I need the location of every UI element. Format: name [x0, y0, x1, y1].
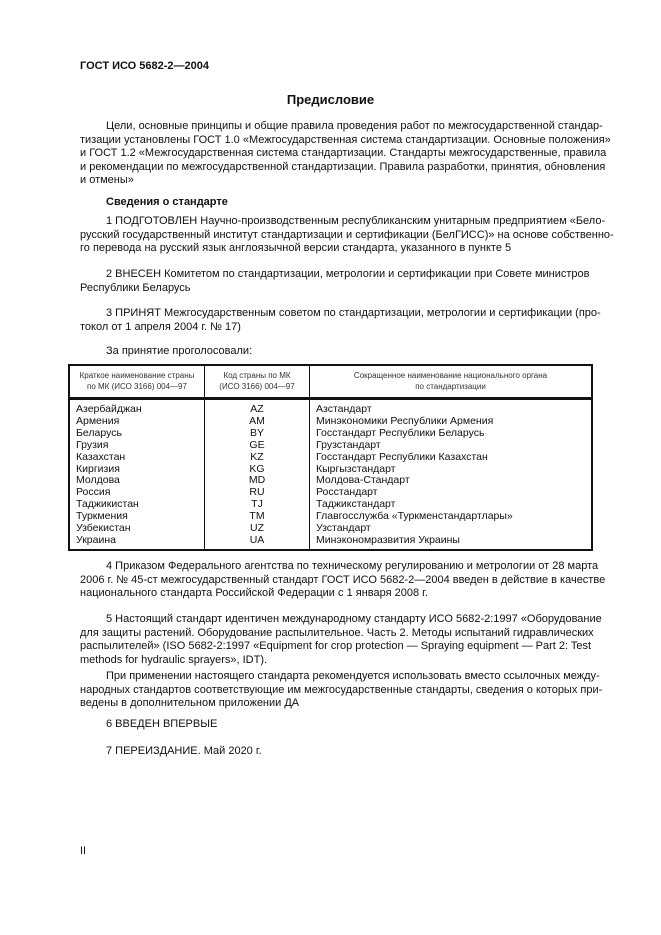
table-row [69, 399, 592, 416]
table-row [69, 452, 592, 464]
column-header [310, 365, 593, 399]
column-header-line: Сокращенное наименование национального органа [353, 371, 548, 380]
text-line: токол от 1 апреля 2004 г. № 17) [80, 320, 241, 333]
text-line: го перевода на русский язык англоязычной версии стандарта, указанного в пункте 5 [80, 242, 512, 255]
code-cell: RU [205, 487, 310, 499]
authority-cell: Таджикстандарт [310, 499, 593, 511]
text-line: 4 Приказом Федерального агентства по техническому регулированию и метрологии от 28 марта [106, 560, 599, 572]
item-5-note-paragraph [80, 670, 603, 711]
text-line: При применении настоящего стандарта рекомендуется использовать вместо ссылочных между- [106, 670, 600, 682]
code-cell: KZ [205, 452, 310, 464]
column-header-line: Краткое наименование страны [79, 371, 195, 380]
code-cell: UZ [205, 523, 310, 535]
item-1-paragraph [80, 215, 614, 256]
column-header [69, 365, 205, 399]
item-6-paragraph: 6 ВВЕДЕН ВПЕРВЫЕ [106, 718, 218, 730]
column-header-line: по стандартизации [415, 382, 486, 391]
code-cell: KG [205, 464, 310, 476]
authority-cell: Молдова-Стандарт [310, 475, 593, 487]
code-cell: AZ [205, 399, 310, 416]
authority-cell: Госстандарт Республики Беларусь [310, 428, 593, 440]
text-line: национального стандарта Российской Федерации с 1 января 2008 г. [80, 587, 428, 600]
text-line: Цели, основные принципы и общие правила проведения работ по межгосударственной стандар- [106, 120, 603, 132]
text-line: Республики Беларусь [80, 281, 191, 294]
country-cell: Грузия [69, 440, 205, 452]
voting-countries-table [68, 364, 593, 551]
authority-cell: Главгосслужба «Туркменстандартлары» [310, 511, 593, 523]
table-header-row [69, 365, 592, 399]
table-row [69, 428, 592, 440]
authority-cell: Минэкономразвития Украины [310, 535, 593, 550]
column-header-line: (ИСО 3166) 004—97 [219, 382, 295, 391]
text-line: 3 ПРИНЯТ Межгосударственным советом по стандартизации, метрологии и сертификации (про- [106, 307, 601, 319]
text-line: 2006 г. № 45-ст межгосударственный стандарт ГОСТ ИСО 5682-2—2004 введен в действие в качестве [80, 573, 606, 586]
authority-cell: Госстандарт Республики Казахстан [310, 452, 593, 464]
country-cell: Армения [69, 416, 205, 428]
country-cell: Киргизия [69, 464, 205, 476]
vote-label: За принятие проголосовали: [106, 345, 253, 357]
code-cell: GE [205, 440, 310, 452]
code-cell: BY [205, 428, 310, 440]
text-line: распылителей» (ISO 5682-2:1997 «Equipment for crop protection — Spraying equipment — Part 2: Test [80, 640, 592, 653]
item-4-paragraph [80, 560, 606, 601]
text-line: и отмены» [80, 174, 134, 187]
text-line: для защиты растений. Оборудование распылительное. Часть 2. Методы испытаний гидравлических [80, 626, 594, 639]
authority-cell: Минэкономики Республики Армения [310, 416, 593, 428]
text-line: и ГОСТ 1.2 «Межгосударственная система стандартизации. Стандарты межгосударственные, правила [80, 147, 607, 160]
table-row [69, 535, 592, 550]
text-line: 1 ПОДГОТОВЛЕН Научно-производственным республиканским унитарным предприятием «Бело- [106, 215, 606, 227]
page-number: II [80, 845, 87, 857]
country-cell: Туркмения [69, 511, 205, 523]
country-cell: Молдова [69, 475, 205, 487]
authority-cell: Кыргызстандарт [310, 464, 593, 476]
text-line: и рекомендации по межгосударственной стандартизации. Правила разработки, принятия, обновления [80, 160, 606, 173]
page-title: Предисловие [286, 92, 375, 107]
column-header-line: Код страны по МК [223, 371, 291, 380]
text-line: 5 Настоящий стандарт идентичен международному стандарту ИСО 5682-2:1997 «Оборудование [106, 613, 602, 625]
column-header [205, 365, 310, 399]
intro-paragraph [80, 120, 611, 188]
country-cell: Украина [69, 535, 205, 550]
document-header: ГОСТ ИСО 5682-2—2004 [80, 60, 210, 72]
text-line: тизации установлены ГОСТ 1.0 «Межгосударственная система стандартизации. Основные положения» [80, 133, 611, 146]
code-cell: MD [205, 475, 310, 487]
code-cell: UA [205, 535, 310, 550]
country-cell: Узбекистан [69, 523, 205, 535]
text-line: methods for hydraulic sprayers», IDT). [80, 653, 268, 666]
country-cell: Азербайджан [69, 399, 205, 416]
country-cell: Казахстан [69, 452, 205, 464]
table-row [69, 440, 592, 452]
text-line: ведены в дополнительном приложении ДА [80, 697, 300, 710]
country-cell: Таджикистан [69, 499, 205, 511]
authority-cell: Азстандарт [310, 399, 593, 416]
code-cell: AM [205, 416, 310, 428]
item-2-paragraph [80, 268, 590, 295]
item-3-paragraph [80, 307, 601, 334]
authority-cell: Росстандарт [310, 487, 593, 499]
authority-cell: Грузстандарт [310, 440, 593, 452]
item-7-paragraph: 7 ПЕРЕИЗДАНИЕ. Май 2020 г. [106, 745, 262, 757]
text-line: 2 ВНЕСЕН Комитетом по стандартизации, метрологии и сертификации при Совете министров [106, 268, 590, 280]
country-cell: Россия [69, 487, 205, 499]
code-cell: TM [205, 511, 310, 523]
text-line: русский государственный институт стандартизации и сертификации (БелГИСС)» на основе собственно- [80, 228, 614, 241]
column-header-line: по МК (ИСО 3166) 004—97 [87, 382, 187, 391]
item-5-paragraph [80, 613, 602, 667]
text-line: народных стандартов соответствующие им межгосударственные стандарты, сведения о которых при- [80, 683, 603, 696]
authority-cell: Узстандарт [310, 523, 593, 535]
country-cell: Беларусь [69, 428, 205, 440]
section-heading: Сведения о стандарте [106, 196, 228, 208]
code-cell: TJ [205, 499, 310, 511]
